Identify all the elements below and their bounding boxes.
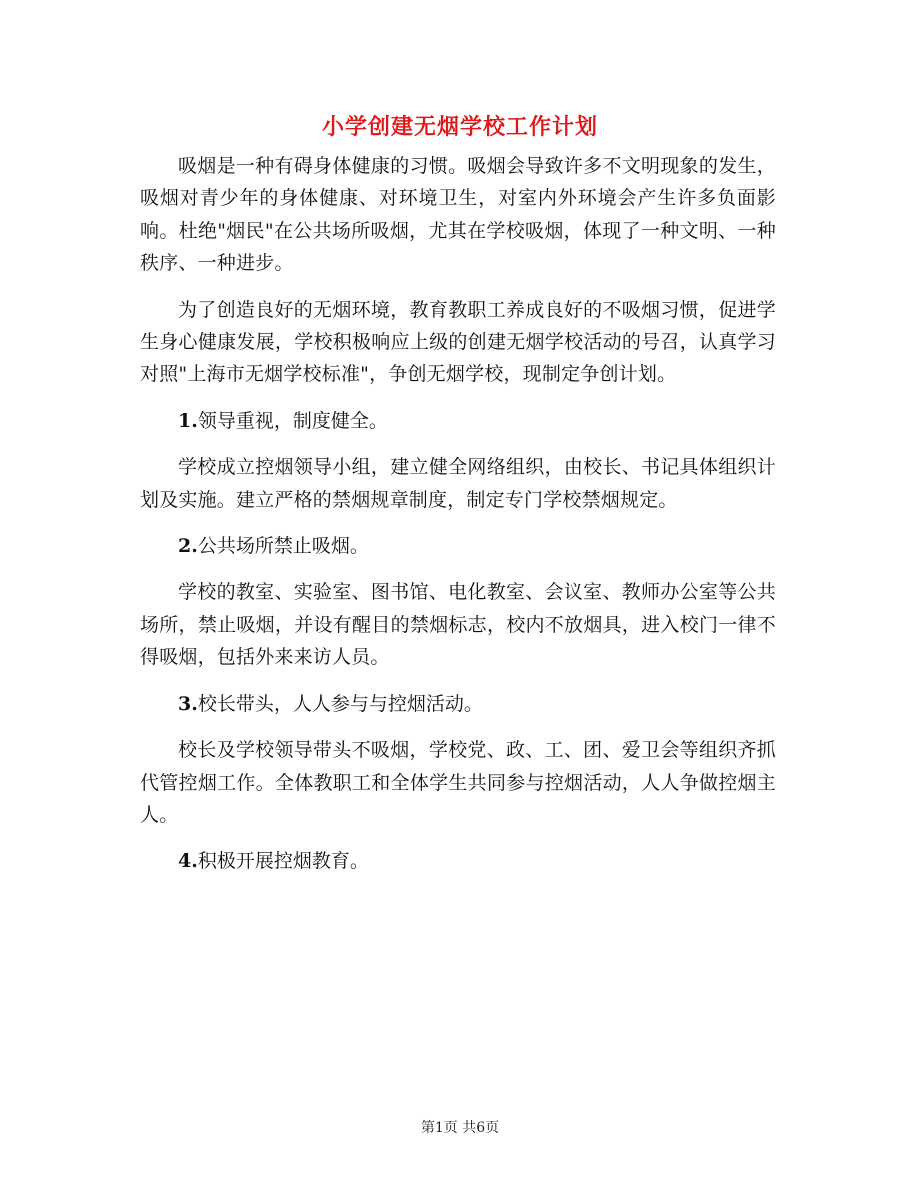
section-1-title: 领导重视，制度健全。: [197, 409, 388, 432]
section-4-heading: [140, 845, 776, 877]
section-3-heading: [140, 688, 776, 720]
section-3-title: 校长带头，人人参与与控烟活动。: [197, 692, 483, 715]
intro-paragraph-2: 为了创造良好的无烟环境，教育教职工养成良好的不吸烟习惯，促进学生身心健康发展，学校积极响应上级的创建无烟学校活动的号召，认真学习对照"上海市无烟学校标准"，争创无烟学校，现制定争创计划。: [140, 298, 776, 386]
section-4-title: 积极开展控烟教育。: [197, 850, 369, 873]
section-1-number: 1.: [178, 409, 198, 432]
section-2-title: 公共场所禁止吸烟。: [197, 535, 369, 558]
section-3-body: 校长及学校领导带头不吸烟，学校党、政、工、团、爱卫会等组织齐抓代管控烟工作。全体教职工和全体学生共同参与控烟活动，人人争做控烟主人。: [140, 739, 776, 826]
section-1-heading: [140, 405, 776, 437]
intro-paragraph-1: 吸烟是一种有碍身体健康的习惯。吸烟会导致许多不文明现象的发生，吸烟对青少年的身体健康、对环境卫生，对室内外环境会产生许多负面影响。杜绝"烟民"在公共场所吸烟，尤其在学校吸烟，体现了一种文明、一种秩序、一种进步。: [140, 155, 776, 275]
document-title: 小学创建无烟学校工作计划: [321, 114, 598, 140]
section-1-body: 学校成立控烟领导小组，建立健全网络组织，由校长、书记具体组织计划及实施。建立严格的禁烟规章制度，制定专门学校禁烟规定。: [140, 456, 776, 511]
document-body: [140, 150, 776, 892]
page-footer: 第1页 共6页: [420, 1120, 500, 1136]
section-2-body: 学校的教室、实验室、图书馆、电化教室、会议室、教师办公室等公共场所，禁止吸烟，并设有醒目的禁烟标志，校内不放烟具，进入校门一律不得吸烟，包括外来来访人员。: [140, 581, 776, 669]
section-3-number: 3.: [178, 692, 198, 715]
section-2-number: 2.: [178, 535, 198, 558]
section-2-heading: [140, 530, 776, 562]
section-4-number: 4.: [178, 850, 198, 873]
